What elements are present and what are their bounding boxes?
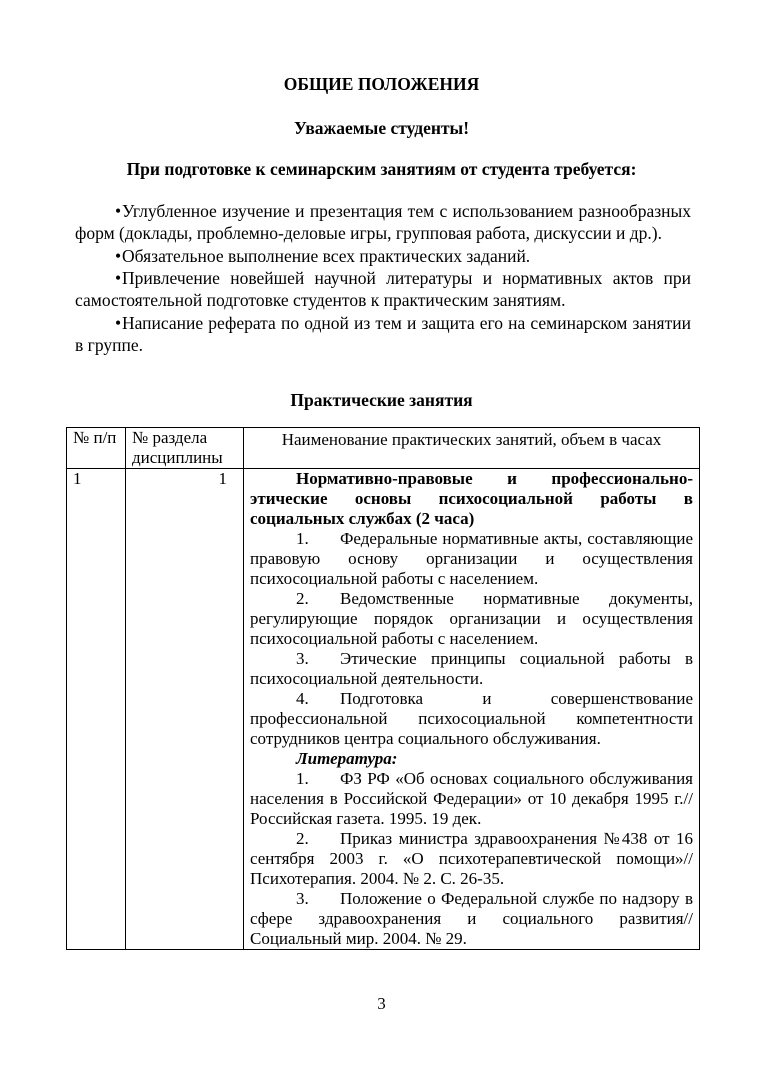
practical-title: Практические занятия (290, 390, 473, 410)
requirement-text: Углубленное изучение и презентация тем с использованием разнообразных форм (доклады, проблемно-деловые игры, групповая работа, дискуссии и др.). (75, 201, 691, 243)
page-number: 3 (377, 994, 386, 1013)
question-item (250, 589, 693, 649)
requirement-text: Написание реферата по одной из тем и защита его на семинарском занятии в группе. (75, 312, 691, 355)
bullet-icon: • (115, 201, 122, 221)
header-num: № п/п (67, 428, 126, 469)
cell-num: 1 (67, 469, 126, 950)
literature-text: Приказ министра здравоохранения №438 от 16 сентября 2003 г. «О психотерапевтической помощи»// Психотерапия. 2004. № 2. С. 26-35. (250, 829, 693, 888)
topic-title: Нормативно-правовые и профессионально-этические основы психосоциальной работы в социальных службах (2 часа) (250, 469, 693, 528)
requirement-item (75, 267, 691, 311)
literature-item (250, 769, 693, 829)
literature-number: 3. (296, 889, 309, 908)
table-header-row (67, 428, 700, 469)
question-number: 4. (296, 689, 309, 708)
literature-text: Положение о Федеральной службе по надзору в сфере здравоохранения и социального развития// Социальный мир. 2004. № 29. (250, 889, 693, 948)
question-number: 2. (296, 589, 309, 608)
question-text: Подготовка и совершенствование профессиональной психосоциальной компетентности сотрудников центра социального обслуживания. (250, 689, 693, 748)
requirement-text: Обязательное выполнение всех практических заданий. (122, 245, 531, 266)
requirement-text: Привлечение новейшей научной литературы и нормативных актов при самостоятельной подготовке студентов к практическим занятиям. (75, 268, 691, 310)
question-number: 3. (296, 649, 309, 668)
cell-section: 1 (126, 469, 244, 950)
bullet-icon: • (115, 245, 122, 266)
bullet-icon: • (115, 268, 122, 288)
practical-table (66, 427, 700, 950)
greeting: Уважаемые студенты! (293, 118, 470, 138)
header-name: Наименование практических занятий, объем в часах (244, 428, 700, 469)
requirements-title: При подготовке к семинарским занятиям от студента требуется: (126, 159, 637, 179)
requirement-item (75, 245, 691, 267)
question-text: Этические принципы социальной работы в психосоциальной деятельности. (250, 649, 693, 688)
literature-item (250, 889, 693, 949)
question-text: Ведомственные нормативные документы, регулирующие порядок организации и осуществления психосоциальной работы с населением. (250, 589, 693, 648)
cell-content (244, 469, 700, 950)
bullet-icon: • (115, 312, 122, 333)
question-text: Федеральные нормативные акты, составляющие правовую основу организации и осуществления психосоциальной работы с населением. (250, 529, 693, 588)
literature-heading: Литература: (296, 749, 398, 768)
requirements-list (75, 200, 691, 356)
literature-number: 1. (296, 769, 309, 788)
literature-text: ФЗ РФ «Об основах социального обслуживания населения в Российской Федерации» от 10 декабря 1995 г.// Российская газета. 1995. 19 дек. (250, 769, 693, 828)
requirement-item (75, 312, 691, 356)
page-heading: ОБЩИЕ ПОЛОЖЕНИЯ (283, 74, 480, 94)
table-row (67, 469, 700, 950)
question-number: 1. (296, 529, 309, 548)
question-item (250, 649, 693, 689)
header-section: № раздела дисциплины (126, 428, 244, 469)
requirement-item (75, 200, 691, 244)
literature-item (250, 829, 693, 889)
question-item (250, 529, 693, 589)
question-item (250, 689, 693, 749)
literature-number: 2. (296, 829, 309, 848)
